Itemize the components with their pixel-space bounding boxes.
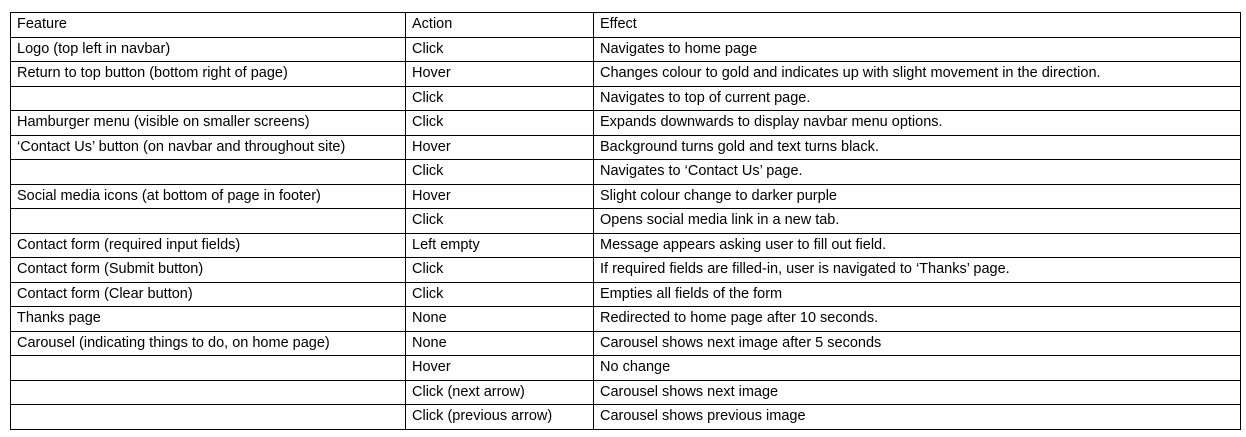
table-row [11,356,1241,381]
cell-feature: ‘Contact Us’ button (on navbar and throughout site) [11,135,406,160]
table-row [11,111,1241,136]
table-row [11,209,1241,234]
table-row [11,307,1241,332]
cell-feature: Hamburger menu (visible on smaller screens) [11,111,406,136]
cell-effect: Background turns gold and text turns black. [594,135,1241,160]
cell-action: Hover [406,184,594,209]
feature-table [10,12,1241,430]
cell-feature: Contact form (Clear button) [11,282,406,307]
cell-feature: Return to top button (bottom right of page) [11,62,406,87]
cell-effect: Message appears asking user to fill out field. [594,233,1241,258]
table-row [11,258,1241,283]
cell-action: None [406,307,594,332]
cell-feature [11,380,406,405]
cell-action: Click [406,282,594,307]
cell-effect: Navigates to home page [594,37,1241,62]
cell-action: Click (previous arrow) [406,405,594,430]
table-row [11,160,1241,185]
cell-effect: Empties all fields of the form [594,282,1241,307]
cell-feature: Contact form (Submit button) [11,258,406,283]
cell-action: Hover [406,135,594,160]
cell-action: Click [406,111,594,136]
cell-action: Hover [406,356,594,381]
header-effect: Effect [594,13,1241,38]
cell-effect: If required fields are filled-in, user is navigated to ‘Thanks’ page. [594,258,1241,283]
cell-feature [11,405,406,430]
table-row [11,233,1241,258]
cell-action: Click (next arrow) [406,380,594,405]
cell-effect: Carousel shows previous image [594,405,1241,430]
cell-feature [11,160,406,185]
cell-effect: Redirected to home page after 10 seconds. [594,307,1241,332]
table-row [11,62,1241,87]
header-feature: Feature [11,13,406,38]
cell-action: Click [406,37,594,62]
cell-feature: Logo (top left in navbar) [11,37,406,62]
cell-effect: Slight colour change to darker purple [594,184,1241,209]
table-row [11,135,1241,160]
cell-effect: Opens social media link in a new tab. [594,209,1241,234]
cell-effect: Carousel shows next image after 5 seconds [594,331,1241,356]
cell-effect: Expands downwards to display navbar menu options. [594,111,1241,136]
cell-feature [11,86,406,111]
table-row [11,184,1241,209]
cell-action: Left empty [406,233,594,258]
cell-action: Click [406,86,594,111]
table-row [11,86,1241,111]
cell-effect: Changes colour to gold and indicates up with slight movement in the direction. [594,62,1241,87]
table-row [11,37,1241,62]
cell-effect: No change [594,356,1241,381]
cell-feature [11,356,406,381]
cell-action: Click [406,209,594,234]
table-header-row [11,13,1241,38]
cell-feature: Contact form (required input fields) [11,233,406,258]
cell-feature: Thanks page [11,307,406,332]
table-row [11,405,1241,430]
cell-effect: Carousel shows next image [594,380,1241,405]
cell-effect: Navigates to ‘Contact Us’ page. [594,160,1241,185]
cell-action: None [406,331,594,356]
cell-action: Click [406,160,594,185]
cell-effect: Navigates to top of current page. [594,86,1241,111]
cell-feature: Social media icons (at bottom of page in footer) [11,184,406,209]
cell-action: Click [406,258,594,283]
cell-action: Hover [406,62,594,87]
table-row [11,282,1241,307]
table-row [11,380,1241,405]
cell-feature [11,209,406,234]
table-row [11,331,1241,356]
header-action: Action [406,13,594,38]
cell-feature: Carousel (indicating things to do, on home page) [11,331,406,356]
